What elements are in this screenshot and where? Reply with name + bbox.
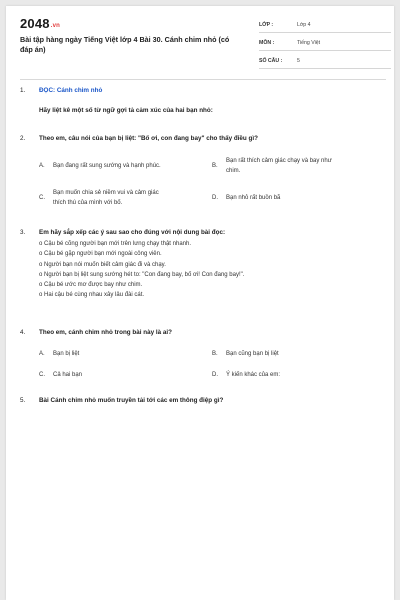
option-text-line2: chim. xyxy=(226,168,241,174)
list-item: o Hai cậu bé cùng nhau xây lâu đài cát. xyxy=(39,292,145,299)
list-item: o Người bạn bị liệt sung sướng hét to: "Con đang bay, bố ơi! Con đang bay!". xyxy=(39,271,245,278)
option-letter: C. xyxy=(39,372,45,378)
option-text: Ý kiến khác của em: xyxy=(226,372,281,378)
site-logo[interactable] xyxy=(20,16,60,31)
question-number: 3. xyxy=(20,229,26,236)
logo-suffix: .vn xyxy=(50,23,61,29)
option-text-line2: thích thú của mình với bố. xyxy=(53,200,123,206)
question-4 xyxy=(20,329,386,389)
question-text: Theo em, câu nói của bạn bị liệt: "Bố ơi, con đang bay" cho thấy điều gì? xyxy=(39,135,258,142)
option-letter: A. xyxy=(39,163,45,169)
meta-row-class xyxy=(259,18,391,33)
meta-value: Lớp 4 xyxy=(297,22,311,28)
meta-key: LỚP : xyxy=(259,22,274,28)
meta-key: SỐ CÂU : xyxy=(259,58,283,64)
option-letter: D. xyxy=(212,195,218,201)
question-subtext: Hãy liệt kê một số từ ngữ gợi tả cảm xúc của hai bạn nhỏ: xyxy=(39,107,213,114)
worksheet-title: Bài tập hàng ngày Tiếng Việt lớp 4 Bài 30. Cánh chim nhỏ (có đáp án) xyxy=(20,35,230,54)
question-number: 2. xyxy=(20,135,26,142)
question-text: ĐỌC: Cánh chim nhỏ xyxy=(39,87,103,94)
option-letter: B. xyxy=(212,351,218,357)
option-text: Bạn bị liệt xyxy=(53,351,80,357)
meta-row-count xyxy=(259,54,391,69)
meta-value: Tiếng Việt xyxy=(297,40,321,46)
list-item: o Cậu bé gặp người bạn mới ngoài công viên. xyxy=(39,251,162,258)
question-text: Theo em, cánh chim nhỏ trong bài này là ai? xyxy=(39,329,172,336)
question-2 xyxy=(20,135,386,215)
option-b[interactable] xyxy=(212,157,382,175)
question-text: Bài Cánh chim nhỏ muốn truyền tải tới các em thông điệp gì? xyxy=(39,397,224,404)
list-item: o Người bạn nói muốn biết cảm giác đi và chạy. xyxy=(39,261,166,268)
meta-key: MÔN : xyxy=(259,40,275,46)
meta-row-subject xyxy=(259,36,391,51)
option-letter: A. xyxy=(39,351,45,357)
worksheet-meta xyxy=(259,18,391,72)
question-number: 5. xyxy=(20,397,26,404)
question-number: 4. xyxy=(20,329,26,336)
option-letter: B. xyxy=(212,163,218,169)
list-item: o Cậu bé cõng người bạn mới trên lưng chạy thật nhanh. xyxy=(39,241,191,247)
option-text-line1: Bạn muốn chia sẻ niềm vui và cảm giác xyxy=(53,190,159,196)
question-3 xyxy=(20,229,386,309)
option-letter: D. xyxy=(212,372,218,378)
option-letter: C. xyxy=(39,195,45,201)
list-item: o Cậu bé ước mơ được bay như chim. xyxy=(39,282,143,289)
question-number: 1. xyxy=(20,87,26,94)
option-text: Cả hai bạn xyxy=(53,372,83,378)
worksheet-page xyxy=(6,6,394,600)
option-text: Bạn nhỏ rất buồn bã xyxy=(226,195,281,201)
option-text: Bạn cũng bạn bị liệt xyxy=(226,351,279,357)
option-c[interactable] xyxy=(39,189,204,207)
option-text: Bạn đang rất sung sướng và hạnh phúc. xyxy=(53,163,161,169)
worksheet-header xyxy=(20,16,386,72)
header-divider xyxy=(20,79,386,80)
question-text: Em hãy sắp xếp các ý sau sao cho đúng với nội dung bài đọc: xyxy=(39,229,226,236)
ordering-list xyxy=(39,239,244,301)
logo-text: 2048 xyxy=(20,16,50,31)
meta-value: 5 xyxy=(297,58,300,64)
option-text-line1: Bạn rất thích cảm giác chạy và bay như xyxy=(226,158,332,164)
